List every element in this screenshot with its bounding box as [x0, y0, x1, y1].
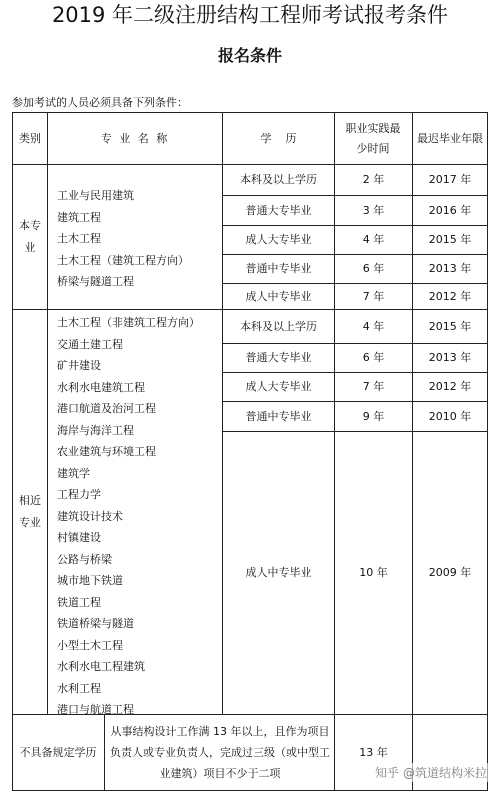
major-item: 城市地下铁道 [57, 574, 123, 587]
major-item: 小型土木工程 [57, 638, 123, 652]
education-cell: 普通中专毕业 [245, 262, 312, 275]
years-cell: 6 年 [362, 351, 385, 364]
grad-year-cell: 2009 年 [428, 566, 472, 579]
category-label: 相近专业 [19, 494, 41, 529]
years-cell: 10 年 [359, 566, 388, 579]
category-label: 本专业 [19, 219, 41, 254]
major-item: 交通土建工程 [57, 337, 123, 351]
major-item: 港口航道及治河工程 [57, 402, 156, 415]
major-item: 土木工程（非建筑工程方向） [57, 316, 200, 329]
education-cell: 本科及以上学历 [240, 319, 317, 333]
major-item: 水利水电工程建筑 [57, 660, 145, 673]
header-major: 专 业 名 称 [100, 131, 170, 145]
years-cell: 13 年 [359, 745, 388, 759]
major-item: 公路与桥梁 [57, 552, 112, 566]
major-item: 农业建筑与环境工程 [57, 445, 156, 458]
major-item: 土木工程（建筑工程方向） [57, 253, 189, 267]
header-experience: 职业实践最少时间 [345, 121, 401, 155]
years-cell: 3 年 [362, 203, 385, 217]
major-item: 建筑学 [57, 466, 90, 480]
years-cell: 9 年 [362, 409, 385, 423]
major-item: 港口与航道工程 [57, 703, 134, 716]
major-item: 桥梁与隧道工程 [57, 275, 134, 288]
major-list [57, 185, 189, 293]
document-subtitle: 报名条件 [217, 46, 282, 65]
g3-col-line-1 [104, 714, 105, 791]
grad-year-cell: 2013 年 [428, 351, 472, 364]
education-cell: 本科及以上学历 [240, 173, 317, 186]
major-item: 村镇建设 [57, 531, 101, 544]
major-item: 铁道桥梁与隧道 [57, 617, 134, 630]
education-cell: 普通中专毕业 [245, 409, 312, 423]
requirement-description: 从事结构设计工作满 13 年以上，且作为项目负责人或专业负责人，完成过三级（或中型工业建筑）项目不少于二项 [110, 725, 330, 780]
table-border-bottom [12, 790, 488, 791]
major-item: 矿井建设 [57, 359, 101, 372]
major-item: 铁道工程 [57, 595, 101, 609]
education-cell: 普通大专毕业 [245, 203, 312, 217]
grad-year-cell: 2013 年 [428, 262, 472, 275]
education-cell: 普通大专毕业 [245, 351, 312, 364]
grad-year-cell: 2016 年 [428, 203, 472, 217]
major-item: 工业与民用建筑 [57, 189, 134, 202]
grad-year-cell: 2012 年 [428, 380, 472, 393]
major-item: 水利水电建筑工程 [57, 380, 145, 394]
education-cell: 成人大专毕业 [245, 380, 312, 393]
col-line-1 [47, 112, 48, 714]
table-border-right [487, 112, 488, 791]
table-border-left [12, 112, 13, 791]
education-cell: 成人中专毕业 [245, 566, 312, 579]
grad-year-cell: 2017 年 [428, 173, 472, 186]
years-cell: 4 年 [362, 319, 385, 333]
major-item: 工程力学 [57, 488, 101, 501]
watermark: 知乎 @筑道结构米拉 [372, 763, 490, 782]
grad-year-cell: 2012 年 [428, 289, 472, 303]
years-cell: 7 年 [362, 380, 385, 393]
header-category: 类别 [19, 131, 41, 145]
education-cell: 成人中专毕业 [245, 289, 312, 303]
category-label: 不具备规定学历 [19, 746, 97, 759]
header-graduation: 最迟毕业年限 [417, 131, 483, 145]
major-item: 建筑设计技术 [57, 509, 123, 523]
grad-year-cell: 2010 年 [428, 409, 472, 423]
header-education: 学 历 [260, 131, 297, 145]
major-list [57, 312, 200, 721]
major-item: 水利工程 [57, 681, 101, 695]
education-cell: 成人大专毕业 [245, 233, 312, 246]
major-item: 海岸与海洋工程 [57, 423, 134, 437]
grad-year-cell: 2015 年 [428, 233, 472, 246]
document-title: 2019 年二级注册结构工程师考试报考条件 [51, 3, 449, 27]
grad-year-cell: 2015 年 [428, 319, 472, 333]
years-cell: 7 年 [362, 289, 385, 303]
years-cell: 6 年 [362, 262, 385, 275]
years-cell: 4 年 [362, 233, 385, 246]
major-item: 建筑工程 [57, 210, 101, 224]
major-item: 土木工程 [57, 232, 101, 245]
years-cell: 2 年 [362, 173, 385, 186]
intro-text: 参加考试的人员必须具备下列条件： [12, 96, 188, 109]
